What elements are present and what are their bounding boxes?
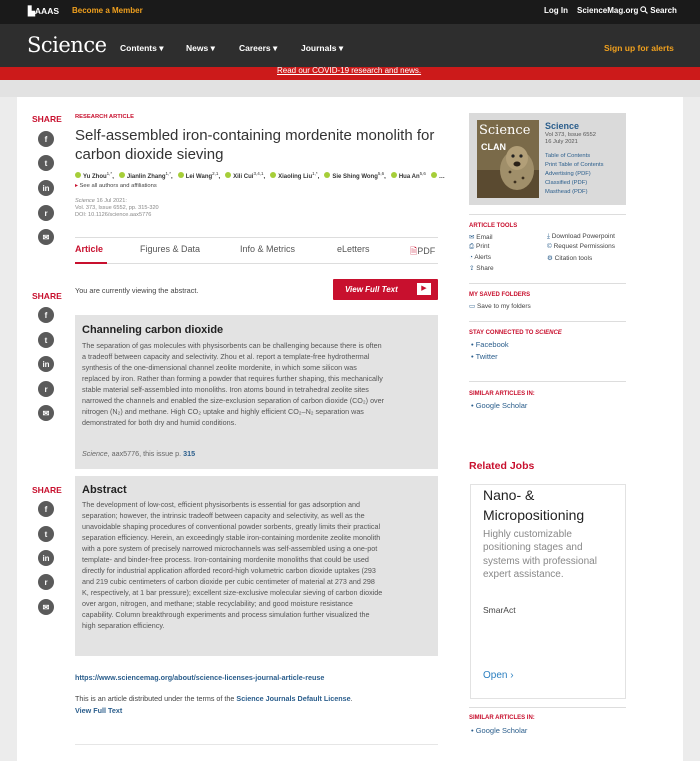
chevron-down-icon: ▾	[210, 43, 215, 53]
google-scholar-link[interactable]: • Google Scholar	[471, 401, 528, 410]
print-tool[interactable]: ⎙ Print	[469, 243, 490, 250]
cover-image[interactable]	[477, 120, 539, 198]
divider	[75, 744, 438, 745]
text-line: The separation of gas molecules with physisorbents can be challenging because there is often	[82, 341, 382, 350]
related-jobs-heading: Related Jobs	[469, 460, 535, 472]
divider	[469, 381, 626, 382]
orcid-icon	[75, 172, 81, 178]
author-name[interactable]: Jianlin Zhang$^{1,*}$,	[119, 174, 173, 180]
chevron-down-icon: ▾	[338, 43, 344, 53]
job-ad-company: SmarAct	[483, 605, 516, 615]
chevron-down-icon: ▾	[159, 43, 164, 53]
text-line: stable material self-assembled into monoliths. Iron atoms bound in tetrahedral zeolite sites	[82, 385, 369, 394]
view-full-text-button[interactable]	[333, 279, 438, 300]
twitter-icon[interactable]: t	[38, 155, 54, 171]
similar-articles-heading: SIMILAR ARTICLES IN:	[469, 715, 535, 721]
abstract-title: Abstract	[82, 484, 127, 496]
active-tab-indicator	[75, 262, 107, 264]
tab-eletters[interactable]: eLetters	[337, 244, 370, 254]
author-name[interactable]: Sie Shing Wong$^{5,6}$,	[324, 174, 386, 180]
folder-icon: ▭	[469, 303, 476, 310]
text-line: synthesis of the one-dimensional channel zeolite mordenite, in which some silicon was	[82, 363, 357, 372]
license-text: This is an article distributed under the terms of the Science Journals Default License.	[75, 694, 353, 703]
facebook-icon[interactable]: f	[38, 131, 54, 147]
divider	[469, 214, 626, 215]
orcid-icon	[324, 172, 330, 178]
text-line: over argon, nitrogen, and methane; stable recyclability; and good moisture resistance	[82, 599, 353, 608]
text-line: template- and binder-free process. Iron-containing mordenite monoliths that could be used	[82, 555, 369, 564]
login-link[interactable]: Log In	[544, 6, 568, 15]
text-line: separation efficiency. Herein, an exceedingly stable iron-containing mordenite zeolite monolith	[82, 533, 381, 542]
view-full-text-link[interactable]: View Full Text	[75, 706, 123, 715]
printer-icon: ⎙	[469, 243, 475, 250]
viewing-abstract-notice: You are currently viewing the abstract.	[75, 286, 199, 295]
more-authors-indicator[interactable]: …	[431, 174, 445, 180]
author-name[interactable]: Yu Zhou$^{1,*}$,	[75, 174, 114, 180]
text-line: separation; however, the intrinsic tradeoff between capacity and selectivity, as well as the	[82, 511, 365, 520]
search-icon	[640, 6, 648, 14]
author-name[interactable]: Lei Wang$^{2,1}$,	[178, 174, 220, 180]
tab-info-metrics[interactable]: Info & Metrics	[240, 244, 296, 254]
email-tool[interactable]: ✉ Email	[469, 234, 493, 241]
google-scholar-link[interactable]: • Google Scholar	[471, 726, 528, 735]
article-kicker: RESEARCH ARTICLE	[75, 114, 135, 120]
signup-alerts-link[interactable]: Sign up for alerts	[604, 43, 674, 53]
pdf-icon: 🗎	[410, 246, 418, 256]
issue-journal[interactable]: Science	[545, 121, 580, 131]
text-line: directly for industrial application afforded record-high volumetric carbon dioxide uptakes (293	[82, 566, 376, 575]
download-icon: ⤓	[547, 233, 550, 240]
article-tools-heading: ARTICLE TOOLS	[469, 223, 518, 229]
text-line: and 219 cubic centimeters of carbon dioxide per cubic centimeter of material at 273 and 298	[82, 577, 375, 586]
save-to-folders-link[interactable]: ▭ Save to my folders	[469, 303, 531, 310]
facebook-icon[interactable]: f	[38, 307, 54, 323]
orcid-icon	[270, 172, 276, 178]
share-label: SHARE	[32, 114, 62, 124]
divider	[469, 283, 626, 284]
linkedin-icon[interactable]: in	[38, 550, 54, 566]
reddit-icon[interactable]: r	[38, 574, 54, 590]
author-name[interactable]: Xili Cui$^{3,4,1}$,	[225, 174, 265, 180]
divider	[469, 321, 626, 322]
license-link[interactable]: Science Journals Default License	[236, 694, 351, 703]
email-icon[interactable]: ✉	[38, 229, 54, 245]
text-line: The development of low-cost, efficient physisorbents is essential for gas adsorption and	[82, 500, 360, 509]
text-line: unavoidable shaping procedures of conventional powder sorbents, greatly limits their practical	[82, 522, 381, 531]
tab-article[interactable]: Article	[75, 244, 104, 254]
print-table-of-contents-link[interactable]: Print Table of Contents	[545, 161, 604, 168]
text-line: high separation efficiency.	[82, 621, 165, 630]
covid-link[interactable]: Read our COVID-19 research and news.	[277, 66, 422, 75]
article-title: Self-assembled iron-containing mordenite monolith for carbon dioxide sieving	[75, 127, 435, 163]
tab-pdf[interactable]: 🗎PDF	[410, 246, 436, 256]
classified-pdf-link[interactable]: Classified (PDF)	[545, 179, 588, 186]
envelope-icon: ✉	[469, 234, 475, 241]
job-ad[interactable]	[470, 484, 626, 699]
share-label: SHARE	[32, 485, 62, 495]
play-arrow-icon: ▶	[417, 283, 431, 295]
citation-tools-tool[interactable]: ⚙ Citation tools	[547, 255, 593, 262]
cover-title: Science	[479, 123, 531, 138]
linkedin-icon[interactable]: in	[38, 180, 54, 196]
download-powerpoint-tool[interactable]: ⤓ Download Powerpoint	[547, 233, 615, 240]
covid-banner	[0, 66, 700, 97]
page-315-link[interactable]: 315	[183, 449, 196, 458]
saved-folders-heading: MY SAVED FOLDERS	[469, 292, 531, 298]
alerts-tool[interactable]: ◔ Alerts	[469, 254, 492, 261]
facebook-link[interactable]: • Facebook	[471, 340, 509, 349]
article-meta: Science 16 Jul 2021: Vol. 373, Issue 6552, pp. 315-320 DOI: 10.1126/science.aax5776	[75, 198, 159, 218]
gear-icon: ⚙	[547, 255, 553, 262]
masthead-pdf-link[interactable]: Masthead (PDF)	[545, 188, 588, 195]
facebook-icon[interactable]: f	[38, 501, 54, 517]
cover-subtitle: CLAN	[481, 142, 506, 152]
stay-connected-heading: STAY CONNECTED TO SCIENCE	[469, 330, 562, 336]
email-icon[interactable]: ✉	[38, 405, 54, 421]
twitter-icon[interactable]: t	[38, 526, 54, 542]
chevron-down-icon: ▾	[273, 43, 278, 53]
twitter-link[interactable]: • Twitter	[471, 352, 498, 361]
text-line: K, respectively, at 1 bar pressure); excellent size-exclusive molecular sieving of carbon dioxide	[82, 588, 383, 597]
job-ad-open-link[interactable]: Open ›	[483, 670, 514, 681]
table-of-contents-link[interactable]: Table of Contents	[545, 153, 591, 159]
summary-citation: Science, aax5776, this issue p. 315	[82, 449, 196, 458]
nav-journals[interactable]: Journals ▾	[301, 43, 344, 53]
author-list	[75, 171, 445, 181]
orcid-icon	[391, 172, 397, 178]
twitter-icon[interactable]: t	[38, 332, 54, 348]
nav-careers[interactable]: Careers ▾	[239, 43, 278, 53]
share-label: SHARE	[32, 291, 62, 301]
text-line: capability. Column breakthrough experiments and process simulation further visualized the	[82, 610, 370, 619]
copyright-icon: ©	[547, 243, 552, 250]
share-tool[interactable]: ⇪ Share	[469, 265, 494, 272]
reddit-icon[interactable]: r	[38, 381, 54, 397]
top-utility-bar	[0, 0, 700, 24]
issue-info: Vol 373, Issue 6552 16 July 2021	[545, 132, 596, 145]
similar-articles-heading: SIMILAR ARTICLES IN:	[469, 391, 535, 397]
job-ad-body: Highly customizable positioning stages and systems with professional expert assistance.	[483, 529, 597, 580]
search-button[interactable]: Search	[640, 6, 677, 15]
issue-links	[545, 152, 604, 197]
become-member-link[interactable]: Become a Member	[72, 6, 143, 15]
nav-news[interactable]: News ▾	[186, 43, 215, 53]
chevron-right-icon: ›	[510, 670, 514, 681]
orcid-icon	[119, 172, 125, 178]
email-icon[interactable]: ✉	[38, 599, 54, 615]
orcid-icon	[178, 172, 184, 178]
nav-contents[interactable]: Contents ▾	[120, 43, 164, 53]
license-url-link[interactable]: https://www.sciencemag.org/about/science-licenses-journal-article-reuse	[75, 673, 325, 682]
text-line: nitrogen (N₂) and methane. High CO₂ uptake and highly efficient CO₂–N₂ separation was	[82, 407, 364, 416]
linkedin-icon[interactable]: in	[38, 356, 54, 372]
advertising-pdf-link[interactable]: Advertising (PDF)	[545, 170, 591, 177]
text-line: narrowed the channels and enabled the size-exclusion separation of carbon dioxide (CO₂) over	[82, 396, 385, 405]
main-navbar	[0, 24, 700, 67]
divider	[469, 707, 626, 708]
text-line: replaced by iron. Rather than forming a powder that requires further shaping, this mechanically	[82, 374, 383, 383]
summary-title: Channeling carbon dioxide	[82, 324, 224, 336]
bell-icon: ◔	[469, 254, 473, 261]
author-name[interactable]: Xiaoling Liu$^{1,*}$,	[270, 174, 319, 180]
tab-figures-data[interactable]: Figures & Data	[140, 244, 201, 254]
share-icon: ⇪	[469, 265, 475, 272]
request-permissions-tool[interactable]: © Request Permissions	[547, 243, 616, 250]
science-brand-logo[interactable]: Science	[27, 33, 107, 57]
summary-text	[82, 340, 434, 428]
abstract-text	[82, 499, 434, 631]
text-line: demonstrated for both dry and humid conditions.	[82, 418, 237, 427]
author-name[interactable]: Hua An$^{5,6}$	[391, 174, 426, 180]
see-all-authors-link[interactable]: ▸ See all authors and affiliations	[75, 183, 157, 189]
reddit-icon[interactable]: r	[38, 205, 54, 221]
text-line: a tradeoff between capacity and selectivity. Zhou et al. report a template-free hydrothermal	[82, 352, 370, 361]
text-line: with a pore system of precisely narrowed microchannels was self-assembled using a one-pot	[82, 544, 378, 553]
orcid-icon	[225, 172, 231, 178]
aaas-logo[interactable]: ▙AAAS	[28, 6, 60, 16]
view-full-text-label: View Full Text	[345, 285, 398, 294]
sciencemag-link[interactable]: ScienceMag.org	[577, 6, 639, 15]
job-ad-title: Nano- & Micropositioning	[483, 487, 585, 523]
